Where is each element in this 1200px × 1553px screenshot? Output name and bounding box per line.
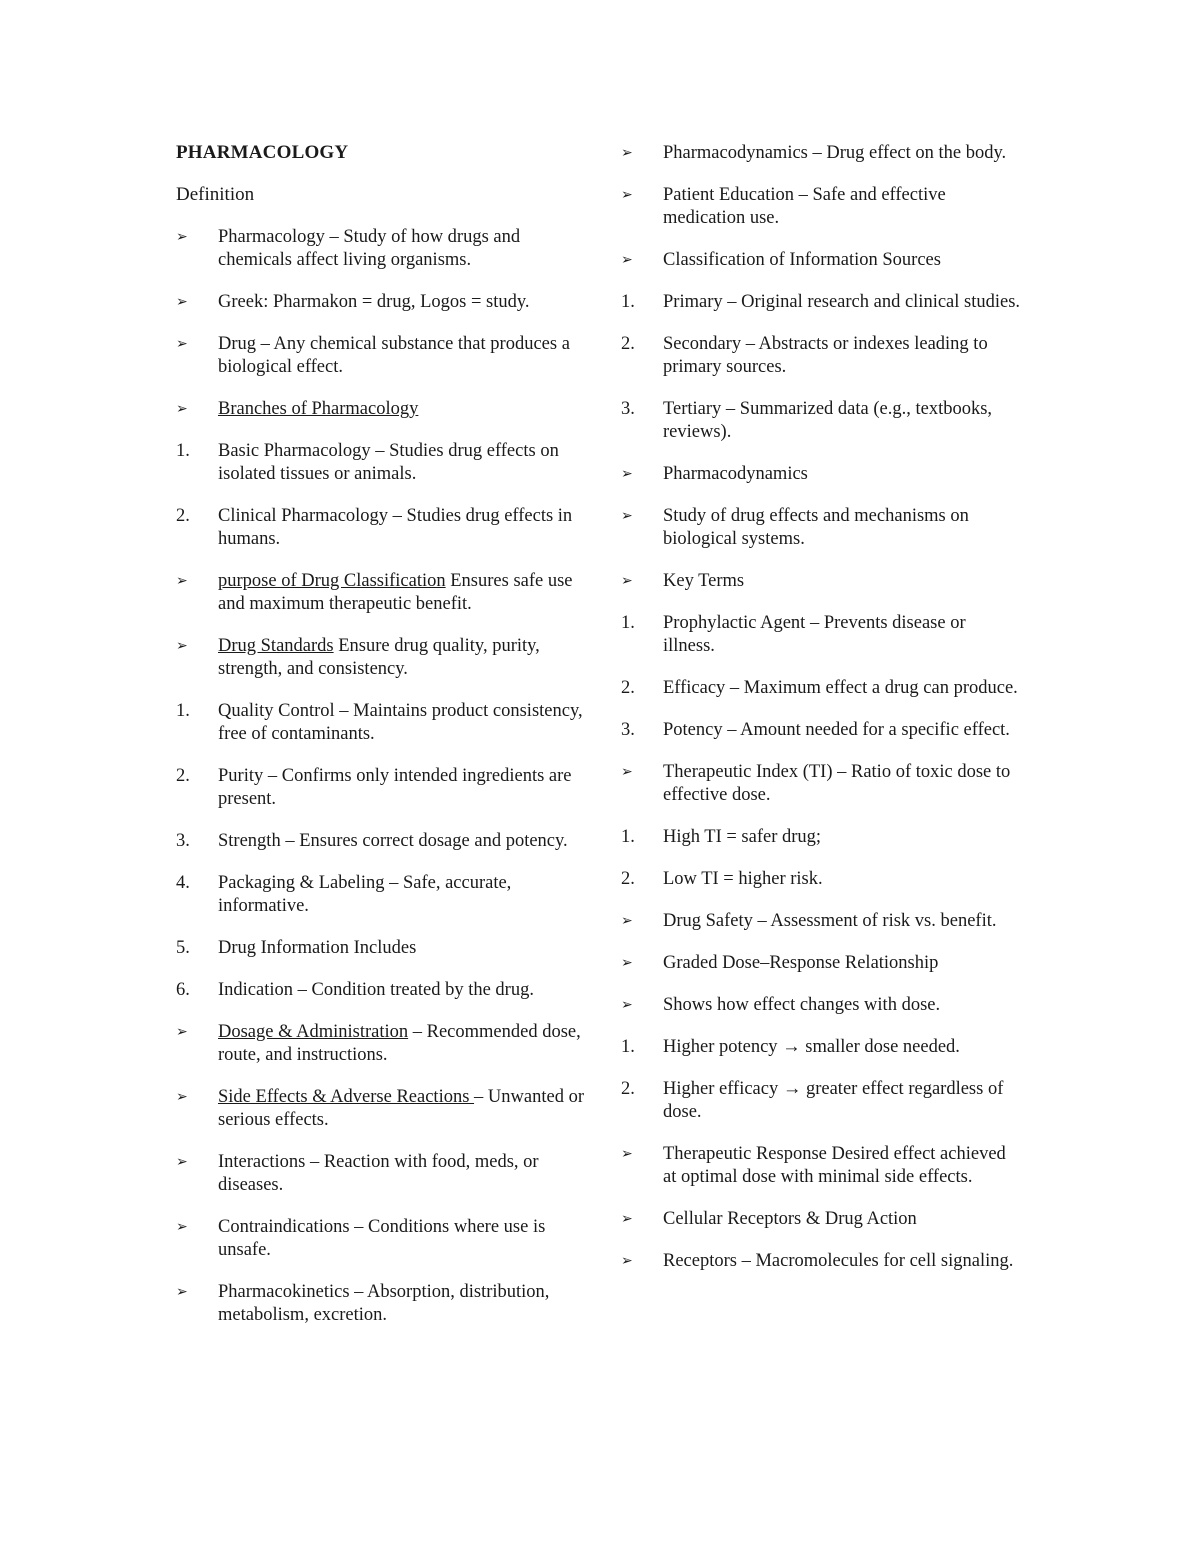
list-number: 2. bbox=[621, 869, 635, 889]
list-item-text: Efficacy – Maximum effect a drug can produce. bbox=[663, 678, 1018, 698]
list-item-text: Prophylactic Agent – Prevents disease or illness. bbox=[663, 613, 966, 656]
list-item-text: Key Terms bbox=[663, 571, 745, 591]
list-item bbox=[176, 440, 586, 486]
list-item bbox=[621, 142, 1021, 165]
arrow-bullet-icon: ➢ bbox=[176, 336, 188, 352]
left-column bbox=[176, 142, 586, 1346]
right-column bbox=[621, 142, 1021, 1292]
arrow-bullet-icon: ➢ bbox=[621, 955, 633, 971]
list-item bbox=[176, 1151, 586, 1197]
list-item-text: Therapeutic Index (TI) – Ratio of toxic dose to effective dose. bbox=[663, 762, 1011, 805]
list-item bbox=[176, 226, 586, 272]
list-number: 2. bbox=[621, 334, 635, 354]
list-item bbox=[176, 765, 586, 811]
list-item-text: Shows how effect changes with dose. bbox=[663, 995, 941, 1015]
list-item bbox=[621, 910, 1021, 933]
list-number: 1. bbox=[621, 292, 635, 312]
list-item bbox=[621, 612, 1021, 658]
list-item-text: Graded Dose–Response Relationship bbox=[663, 953, 939, 973]
list-item-text: Secondary – Abstracts or indexes leading to primary sources. bbox=[663, 334, 988, 377]
list-item bbox=[621, 1208, 1021, 1231]
list-item-text: Clinical Pharmacology – Studies drug effects in humans. bbox=[218, 506, 573, 549]
list-item-text: Ensures safe use and maximum therapeutic benefit. bbox=[218, 571, 573, 614]
arrow-bullet-icon: ➢ bbox=[621, 1253, 633, 1269]
page-title: PHARMACOLOGY bbox=[176, 142, 349, 163]
list-item bbox=[176, 1216, 586, 1262]
list-item bbox=[176, 700, 586, 746]
list-item-text: Basic Pharmacology – Studies drug effects on isolated tissues or animals. bbox=[218, 441, 559, 484]
list-number: 4. bbox=[176, 873, 190, 893]
list-item-text: Tertiary – Summarized data (e.g., textbooks, reviews). bbox=[663, 399, 993, 442]
list-number: 3. bbox=[621, 399, 635, 419]
list-item bbox=[621, 1078, 1021, 1124]
list-item bbox=[621, 719, 1021, 742]
list-number: 6. bbox=[176, 980, 190, 1000]
list-item-text: – Recommended dose, route, and instructions. bbox=[218, 1022, 581, 1065]
list-item-text: Greek: Pharmakon = drug, Logos = study. bbox=[218, 292, 530, 312]
arrow-bullet-icon: ➢ bbox=[176, 1154, 188, 1170]
list-item bbox=[621, 291, 1021, 314]
arrow-bullet-icon: ➢ bbox=[621, 508, 633, 524]
list-item-text: Study of drug effects and mechanisms on biological systems. bbox=[663, 506, 969, 549]
list-number: 2. bbox=[176, 766, 190, 786]
arrow-bullet-icon: ➢ bbox=[176, 1024, 188, 1040]
list-item bbox=[621, 826, 1021, 849]
list-item-text: Pharmacokinetics – Absorption, distribution, metabolism, excretion. bbox=[218, 1282, 550, 1325]
underlined-term: Drug Standards bbox=[218, 636, 334, 656]
arrow-bullet-icon: ➢ bbox=[621, 252, 633, 268]
arrow-bullet-icon: ➢ bbox=[176, 1089, 188, 1105]
list-item-text: Drug Safety – Assessment of risk vs. benefit. bbox=[663, 911, 997, 931]
list-item bbox=[621, 333, 1021, 379]
list-number: 1. bbox=[176, 441, 190, 461]
list-item bbox=[176, 937, 586, 960]
list-number: 3. bbox=[621, 720, 635, 740]
list-item bbox=[176, 1086, 586, 1132]
list-item-text: Contraindications – Conditions where use is unsafe. bbox=[218, 1217, 546, 1260]
list-item bbox=[176, 1281, 586, 1327]
arrow-bullet-icon: ➢ bbox=[621, 1146, 633, 1162]
list-item bbox=[621, 570, 1021, 593]
list-item-text: Primary – Original research and clinical studies. bbox=[663, 292, 1021, 312]
list-item bbox=[621, 677, 1021, 700]
list-item-text: Drug – Any chemical substance that produces a biological effect. bbox=[218, 334, 570, 377]
list-item-text: Higher potency → smaller dose needed. bbox=[663, 1037, 960, 1057]
list-item-text: Strength – Ensures correct dosage and potency. bbox=[218, 831, 568, 851]
list-item bbox=[176, 979, 586, 1002]
list-item-text: Ensure drug quality, purity, strength, and consistency. bbox=[218, 636, 540, 679]
arrow-bullet-icon: ➢ bbox=[176, 1284, 188, 1300]
list-item-text: Packaging & Labeling – Safe, accurate, informative. bbox=[218, 873, 512, 916]
list-number: 1. bbox=[621, 827, 635, 847]
list-item-text: Pharmacology – Study of how drugs and chemicals affect living organisms. bbox=[218, 227, 521, 270]
list-item bbox=[621, 1036, 1021, 1059]
list-item bbox=[621, 184, 1021, 230]
list-item-text: Classification of Information Sources bbox=[663, 250, 941, 270]
list-item bbox=[176, 333, 586, 379]
list-item-text: Interactions – Reaction with food, meds, or diseases. bbox=[218, 1152, 539, 1195]
arrow-bullet-icon: ➢ bbox=[176, 294, 188, 310]
underlined-term: Dosage & Administration bbox=[218, 1022, 409, 1042]
arrow-bullet-icon: ➢ bbox=[621, 997, 633, 1013]
arrow-bullet-icon: ➢ bbox=[176, 1219, 188, 1235]
list-number: 3. bbox=[176, 831, 190, 851]
arrow-bullet-icon: ➢ bbox=[621, 1211, 633, 1227]
list-item-text: Cellular Receptors & Drug Action bbox=[663, 1209, 917, 1229]
arrow-bullet-icon: ➢ bbox=[621, 145, 633, 161]
list-item-text: Higher efficacy → greater effect regardless of dose. bbox=[663, 1079, 1004, 1122]
list-item bbox=[176, 291, 586, 314]
section-heading-definition: Definition bbox=[176, 184, 255, 205]
arrow-bullet-icon: ➢ bbox=[176, 401, 188, 417]
underlined-term: Branches of Pharmacology bbox=[218, 399, 419, 419]
list-item bbox=[176, 1021, 586, 1067]
list-item bbox=[621, 761, 1021, 807]
list-item bbox=[176, 635, 586, 681]
list-item-text: Potency – Amount needed for a specific effect. bbox=[663, 720, 1010, 740]
arrow-bullet-icon: ➢ bbox=[621, 913, 633, 929]
list-item-text: Receptors – Macromolecules for cell signaling. bbox=[663, 1251, 1014, 1271]
underlined-term: Side Effects & Adverse Reactions bbox=[218, 1087, 475, 1107]
list-number: 1. bbox=[176, 701, 190, 721]
list-item bbox=[621, 994, 1021, 1017]
arrow-bullet-icon: ➢ bbox=[621, 764, 633, 780]
list-item bbox=[176, 830, 586, 853]
arrow-bullet-icon: ➢ bbox=[621, 573, 633, 589]
list-item-text: Pharmacodynamics bbox=[663, 464, 808, 484]
arrow-bullet-icon: ➢ bbox=[176, 229, 188, 245]
list-item bbox=[176, 570, 586, 616]
list-item-text: Purity – Confirms only intended ingredients are present. bbox=[218, 766, 572, 809]
underlined-term: purpose of Drug Classification bbox=[218, 571, 446, 591]
list-item-text: – Unwanted or serious effects. bbox=[218, 1087, 584, 1130]
list-item bbox=[176, 872, 586, 918]
list-item bbox=[621, 249, 1021, 272]
list-number: 2. bbox=[621, 1079, 635, 1099]
arrow-bullet-icon: ➢ bbox=[176, 638, 188, 654]
list-item bbox=[621, 1143, 1021, 1189]
list-item bbox=[621, 398, 1021, 444]
list-item-text: Patient Education – Safe and effective medication use. bbox=[663, 185, 946, 228]
list-item bbox=[621, 868, 1021, 891]
arrow-bullet-icon: ➢ bbox=[621, 187, 633, 203]
list-item bbox=[621, 952, 1021, 975]
list-number: 1. bbox=[621, 613, 635, 633]
list-item bbox=[176, 505, 586, 551]
arrow-bullet-icon: ➢ bbox=[621, 466, 633, 482]
list-item-text: Drug Information Includes bbox=[218, 938, 417, 958]
list-number: 2. bbox=[176, 506, 190, 526]
list-number: 1. bbox=[621, 1037, 635, 1057]
list-item bbox=[621, 505, 1021, 551]
list-item bbox=[621, 463, 1021, 486]
list-item-text: Low TI = higher risk. bbox=[663, 869, 823, 889]
list-item bbox=[621, 1250, 1021, 1273]
list-item-text: Quality Control – Maintains product consistency, free of contaminants. bbox=[218, 701, 583, 744]
list-item-text: High TI = safer drug; bbox=[663, 827, 822, 847]
list-item-text: Indication – Condition treated by the drug. bbox=[218, 980, 534, 1000]
arrow-bullet-icon: ➢ bbox=[176, 573, 188, 589]
list-number: 2. bbox=[621, 678, 635, 698]
list-item-text: Therapeutic Response Desired effect achieved at optimal dose with minimal side effects. bbox=[663, 1144, 1006, 1187]
list-number: 5. bbox=[176, 938, 190, 958]
list-item-text: Pharmacodynamics – Drug effect on the body. bbox=[663, 143, 1007, 163]
list-item bbox=[176, 398, 586, 421]
